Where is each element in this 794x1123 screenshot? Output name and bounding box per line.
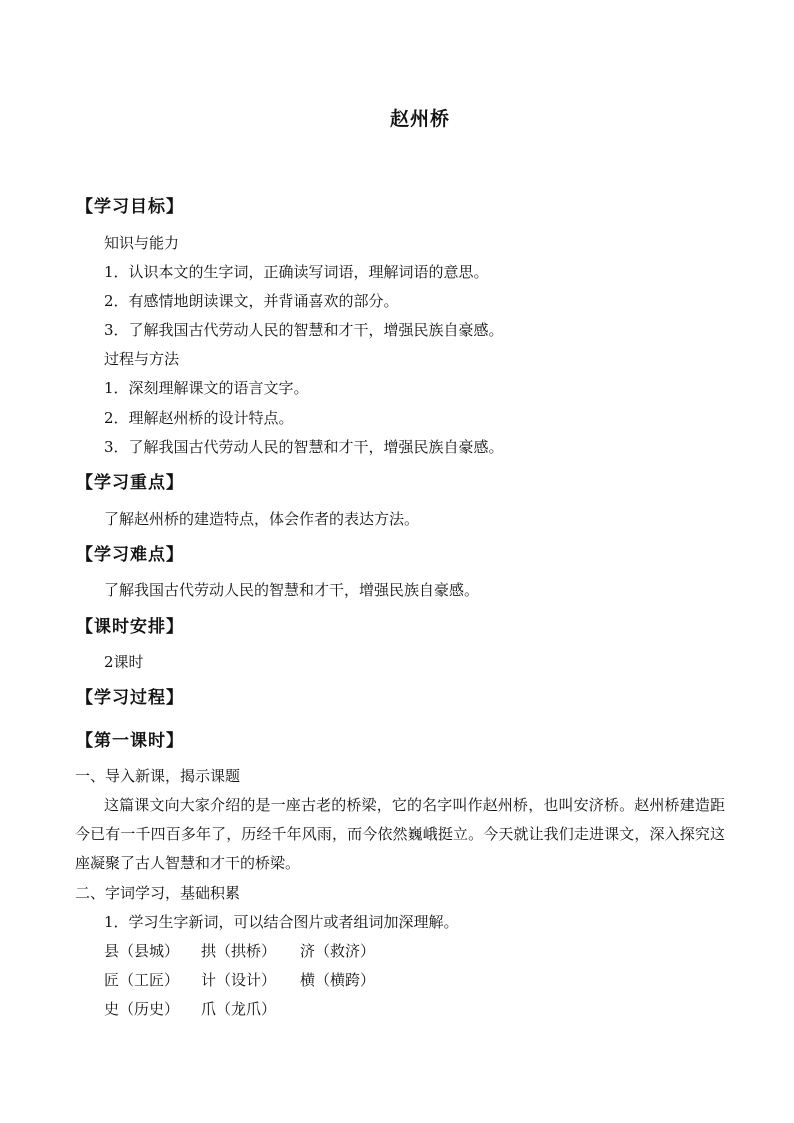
lesson1-part1-title: 一、导入新课，揭示课题 <box>75 767 241 785</box>
lesson1-heading: 【第一课时】 <box>76 731 184 751</box>
difficulties-heading: 【学习难点】 <box>76 545 184 565</box>
process-heading: 【学习过程】 <box>76 688 184 708</box>
goals-process-item-3: 3．了解我国古代劳动人民的智慧和才干，增强民族自豪感。 <box>104 438 504 456</box>
vocab-word: 济（救济） <box>300 942 376 960</box>
lesson1-part2-item-1: 1．学习生字新词，可以结合图片或者组词加深理解。 <box>104 913 459 931</box>
lesson1-part2-title: 二、字词学习，基础积累 <box>75 884 241 902</box>
goals-knowledge-item-2: 2．有感情地朗读课文，并背诵喜欢的部分。 <box>104 292 399 310</box>
goals-subheading-process: 过程与方法 <box>104 350 180 368</box>
difficulties-text: 了解我国古代劳动人民的智慧和才干，增强民族自豪感。 <box>104 581 480 599</box>
page-title: 赵州桥 <box>389 108 450 130</box>
schedule-heading: 【课时安排】 <box>76 617 184 637</box>
schedule-text: 2课时 <box>104 653 144 671</box>
goals-knowledge-item-1: 1．认识本文的生字词，正确读写词语，理解词语的意思。 <box>104 263 489 281</box>
goals-process-item-2: 2．理解赵州桥的设计特点。 <box>104 409 294 427</box>
vocab-word: 横（横跨） <box>300 971 376 989</box>
goals-heading: 【学习目标】 <box>76 197 184 217</box>
key-points-heading: 【学习重点】 <box>76 473 184 493</box>
goals-process-item-1: 1．深刻理解课文的语言文字。 <box>104 379 309 397</box>
goals-knowledge-item-3: 3．了解我国古代劳动人民的智慧和才干，增强民族自豪感。 <box>104 321 504 339</box>
goals-subheading-knowledge: 知识与能力 <box>104 234 180 252</box>
vocab-word: 史（历史） <box>104 1000 180 1018</box>
vocab-word: 计（设计） <box>201 971 277 989</box>
vocab-word: 拱（拱桥） <box>201 942 277 960</box>
vocab-word: 匠（工匠） <box>104 971 180 989</box>
vocab-word: 县（县城） <box>104 942 180 960</box>
key-points-text: 了解赵州桥的建造特点，体会作者的表达方法。 <box>104 510 420 528</box>
vocab-word: 爪（龙爪） <box>201 1000 277 1018</box>
lesson1-part1-paragraph: 这篇课文向大家介绍的是一座古老的桥梁，它的名字叫作赵州桥，也叫安济桥。赵州桥建造距今已有一千四百多年了，历经千年风雨，而今依然巍峨挺立。今天就让我们走进课文，深入探究这座凝聚了古人智慧和才干的桥梁。 <box>75 796 725 872</box>
